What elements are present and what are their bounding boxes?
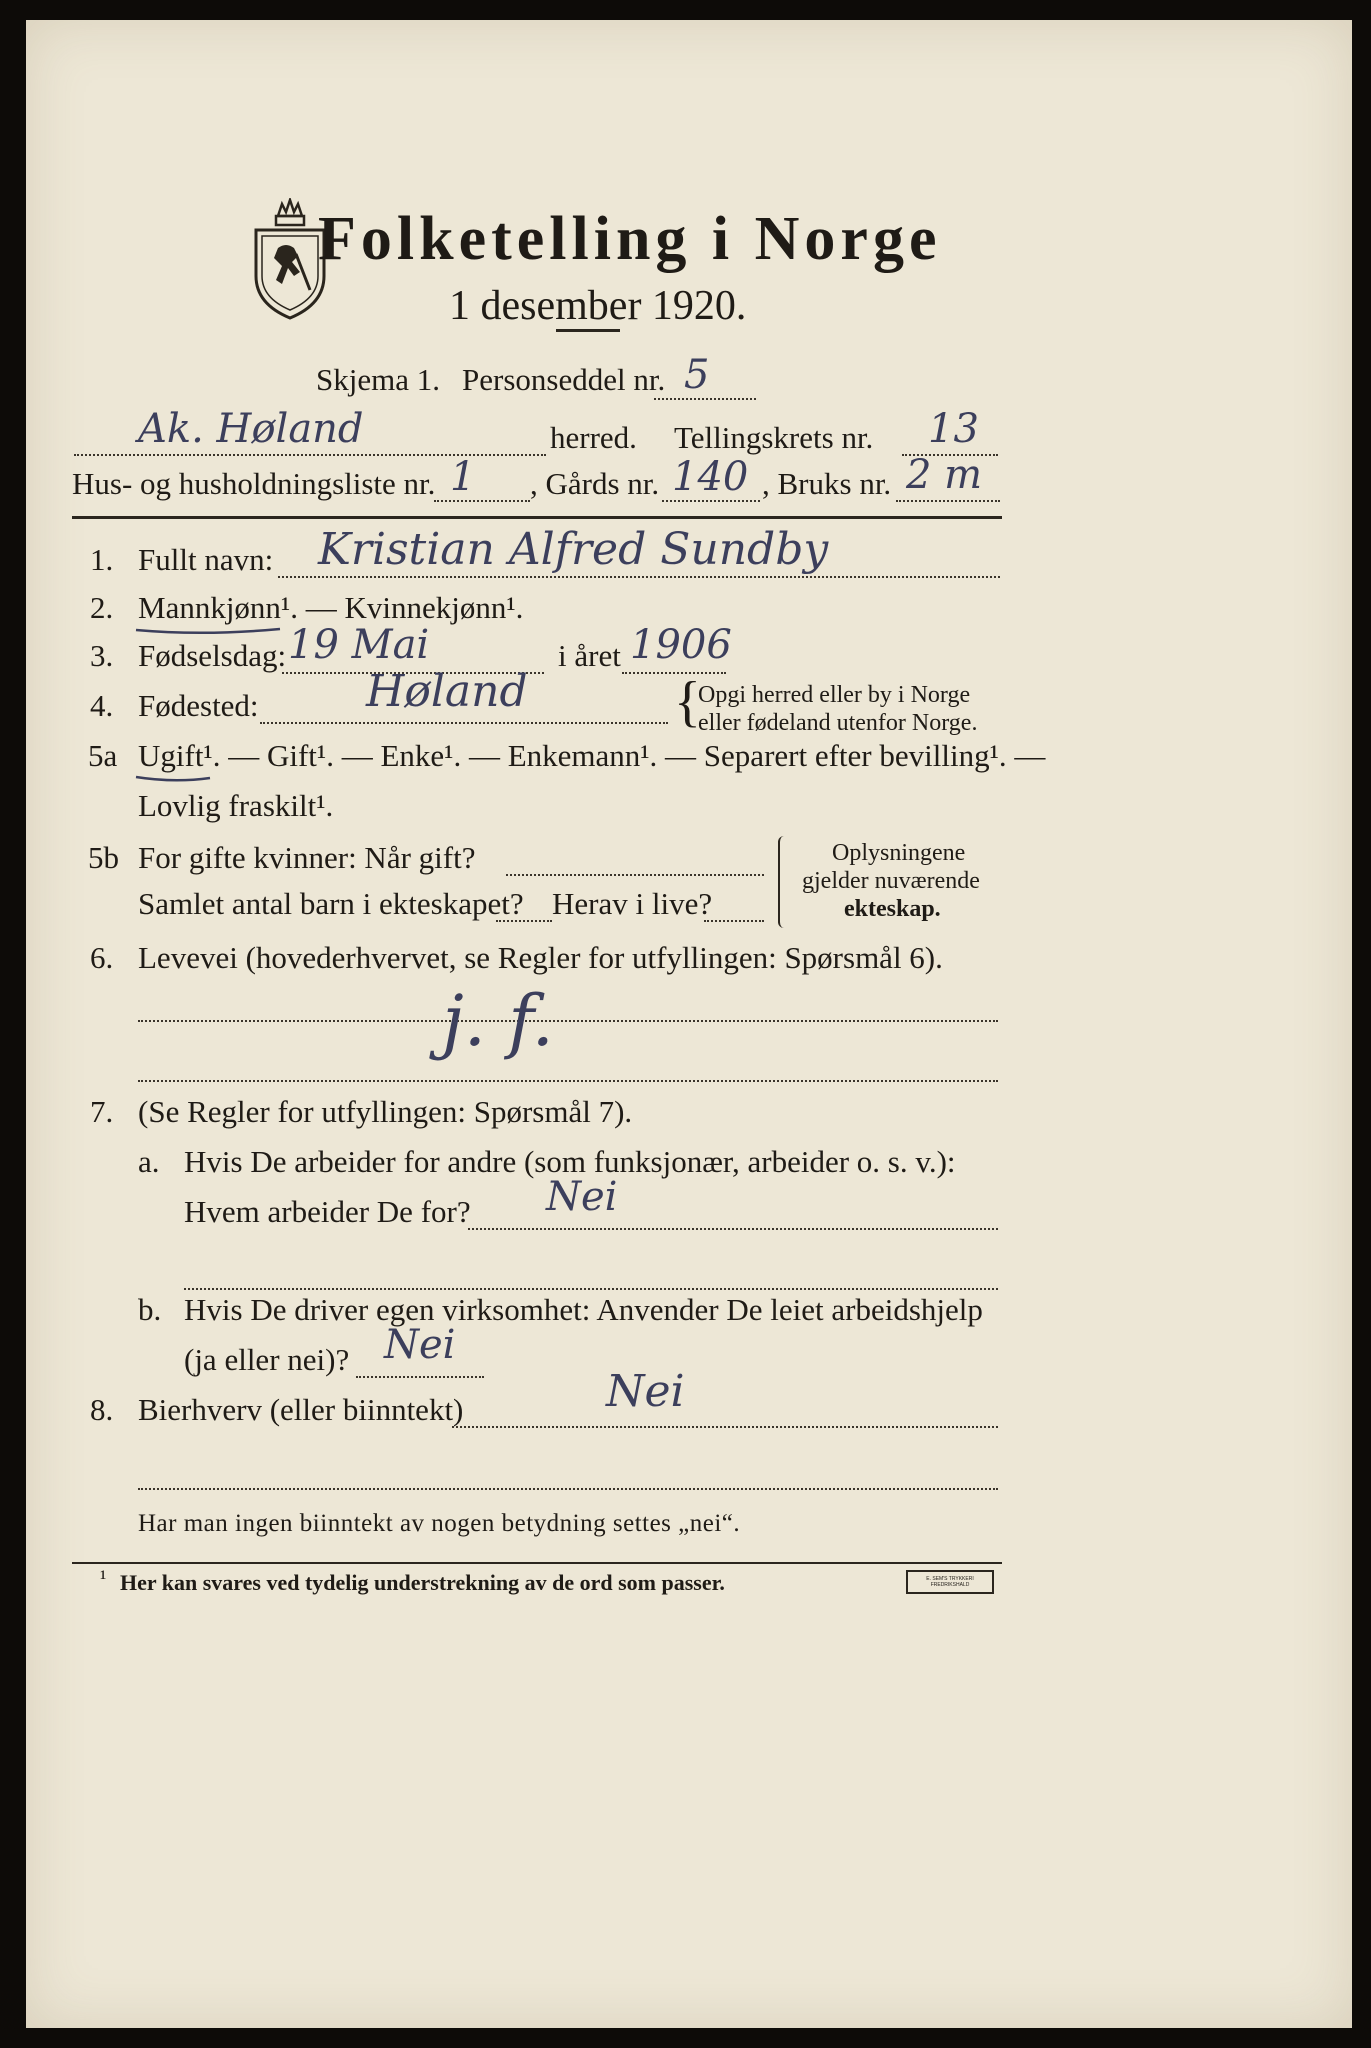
personseddel-label: Personseddel nr. xyxy=(462,362,666,397)
footer-note: Har man ingen biinntekt av nogen betydning settes „nei“. xyxy=(138,1510,741,1537)
q7a-line2 xyxy=(184,1288,998,1290)
footnote-mark: ¹ xyxy=(100,1566,107,1590)
q1-line xyxy=(278,576,1000,578)
q7a-text: Hvis De arbeider for andre (som funksjonær, arbeider o. s. v.): xyxy=(184,1144,956,1179)
q3-number: 3. xyxy=(90,638,114,673)
q8-answer: Nei xyxy=(606,1366,685,1417)
q7b-answer: Nei xyxy=(384,1322,456,1368)
q7b-question: (ja eller nei)? xyxy=(184,1342,350,1377)
q5b-alive-line xyxy=(704,920,764,922)
q7-label: (Se Regler for utfyllingen: Spørsmål 7). xyxy=(138,1094,633,1129)
q4-note-line2: eller fødeland utenfor Norge. xyxy=(698,710,978,736)
q1-full-name: Kristian Alfred Sundby xyxy=(318,524,829,575)
title-divider xyxy=(556,329,620,332)
footnote-text: Her kan svares ved tydelig understrekning av de ord som passer. xyxy=(120,1570,725,1595)
q5b-bracket xyxy=(778,836,790,928)
header-divider xyxy=(72,516,1002,519)
q1-number: 1. xyxy=(90,542,114,577)
husholdningsliste-line xyxy=(434,500,530,502)
q5b-children-line xyxy=(496,920,552,922)
q8-label: Bierhverv (eller biinntekt) xyxy=(138,1392,464,1427)
tellingskrets-label: Tellingskrets nr. xyxy=(674,420,874,455)
q2-mannkjonn-underline xyxy=(134,624,284,638)
printer-stamp-text: E. SEM'S TRYKKERI FREDRIKSHALD xyxy=(926,1576,974,1588)
q8-line1 xyxy=(452,1426,998,1428)
personseddel-value: 5 xyxy=(684,352,710,398)
q5b-children-label: Samlet antal barn i ekteskapet? xyxy=(138,886,524,921)
form-title: Folketelling i Norge xyxy=(318,205,942,273)
q1-label: Fullt navn: xyxy=(138,542,274,577)
q4-birthplace: Høland xyxy=(366,666,528,717)
skjema-label: Skjema 1. xyxy=(316,362,440,397)
q8-line2 xyxy=(138,1488,998,1490)
census-date: 1 desember 1920. xyxy=(449,283,747,329)
q3-birth-year: 1906 xyxy=(630,622,732,668)
q7a-answer: Nei xyxy=(546,1174,618,1220)
q4-brace: { xyxy=(674,671,701,733)
gards-value: 140 xyxy=(672,454,749,500)
footer-divider xyxy=(72,1562,1002,1564)
q4-note-line1: Opgi herred eller by i Norge xyxy=(698,682,971,708)
q7a-line1 xyxy=(468,1228,998,1230)
gards-label: , Gårds nr. xyxy=(530,466,660,501)
q4-number: 4. xyxy=(90,688,114,723)
q3-label: Fødselsdag: xyxy=(138,638,287,673)
q6-line2 xyxy=(138,1080,998,1082)
personseddel-line xyxy=(654,398,756,400)
q7b-text: Hvis De driver egen virksomhet: Anvender De leiet arbeidshjelp xyxy=(184,1292,983,1327)
q7a-letter: a. xyxy=(138,1144,160,1179)
q6-occupation: j. f. xyxy=(442,980,554,1062)
q2-number: 2. xyxy=(90,590,114,625)
q8-number: 8. xyxy=(90,1392,114,1427)
bruks-label: , Bruks nr. xyxy=(762,466,892,501)
q5b-alive-label: Herav i live? xyxy=(552,886,713,921)
q5b-number: 5b xyxy=(88,840,119,875)
q6-label: Levevei (hovederhvervet, se Regler for utfyllingen: Spørsmål 6). xyxy=(138,940,943,975)
herred-value: Ak. Høland xyxy=(138,406,364,452)
bruks-line xyxy=(896,500,1000,502)
husholdningsliste-value: 1 xyxy=(450,454,476,500)
q5b-note-line1: Oplysningene xyxy=(832,840,966,866)
q2-gender-options: Mannkjønn¹. — Kvinnekjønn¹. xyxy=(138,590,524,625)
q5a-ugift-underline xyxy=(134,772,214,786)
husholdningsliste-label: Hus- og husholdningsliste nr. xyxy=(72,466,436,501)
q4-label: Fødested: xyxy=(138,688,259,723)
q6-line1 xyxy=(138,1020,998,1022)
census-form xyxy=(26,20,1352,2028)
q5b-label: For gifte kvinner: Når gift? xyxy=(138,840,476,875)
tellingskrets-value: 13 xyxy=(928,406,979,452)
q5a-number: 5a xyxy=(88,738,118,773)
q7b-letter: b. xyxy=(138,1292,162,1327)
q5a-options-line2: Lovlig fraskilt¹. xyxy=(138,788,334,823)
q7b-line xyxy=(356,1376,484,1378)
gards-line xyxy=(662,500,760,502)
q7-number: 7. xyxy=(90,1094,114,1129)
herred-label: herred. xyxy=(550,420,637,455)
q5b-note-line2: gjelder nuværende xyxy=(802,868,980,894)
q7a-question: Hvem arbeider De for? xyxy=(184,1194,471,1229)
q5b-note-line3: ekteskap. xyxy=(844,896,941,922)
q5a-marital-options: Ugift¹. — Gift¹. — Enke¹. — Enkemann¹. — Separert efter bevilling¹. — xyxy=(138,738,1046,773)
q5b-when-line xyxy=(506,874,764,876)
printer-stamp xyxy=(906,1570,994,1594)
bruks-value: 2 m xyxy=(906,452,983,498)
q3-year-label: i året xyxy=(558,638,621,673)
q3-birth-date: 19 Mai xyxy=(288,622,430,668)
q6-number: 6. xyxy=(90,940,114,975)
q4-line xyxy=(260,722,668,724)
